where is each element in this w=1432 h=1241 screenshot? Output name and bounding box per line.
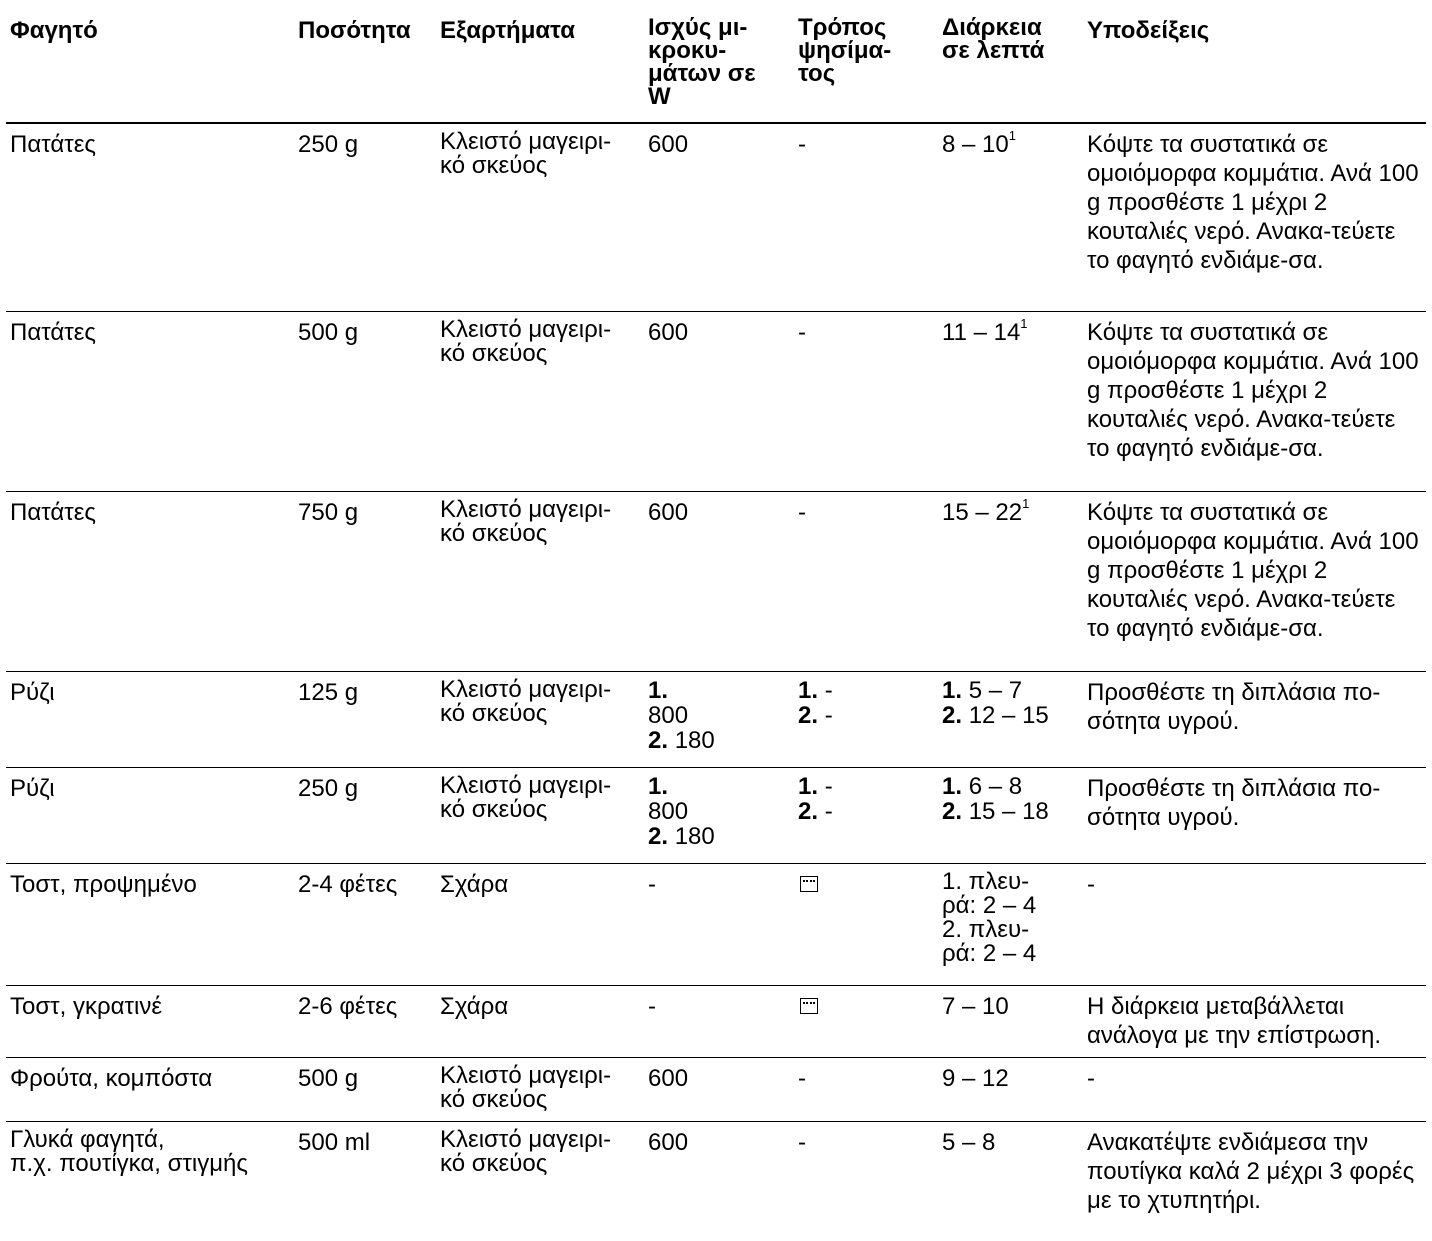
step-number: 2. [648, 822, 669, 850]
cell-power: 600 [648, 1064, 689, 1092]
cell-notes: - [1087, 870, 1095, 898]
cell-quantity: 500 g [298, 318, 359, 346]
step-number: 1. [942, 676, 963, 704]
cell-accessories: Κλειστό μαγειρι- κό σκεύος [440, 1061, 612, 1113]
table-row [6, 671, 1426, 767]
header-accessories: Εξαρτήματα [440, 17, 575, 44]
step-value: 5 – 7 [968, 676, 1023, 704]
table-row [6, 311, 1426, 491]
cell-duration [938, 671, 1083, 767]
header-quantity: Ποσότητα [298, 17, 411, 44]
duration-value: 8 – 10 [942, 131, 1009, 158]
cell-power: 600 [648, 318, 689, 346]
cell-mode: - [798, 1128, 806, 1156]
cell-quantity: 2-6 φέτες [298, 992, 398, 1020]
cell-duration [938, 123, 1083, 311]
step-value: 800 [648, 797, 689, 825]
table-row [6, 1057, 1426, 1121]
cell-mode: - [798, 498, 806, 526]
cell-mode [794, 671, 938, 767]
duration-line: ρά: 2 – 4 [942, 939, 1037, 967]
cell-power: 600 [648, 498, 689, 526]
cell-food: Τοστ, γκρατινέ [10, 992, 163, 1020]
step-number: 2. [798, 701, 819, 729]
cell-notes: Η διάρκεια μεταβάλλεται ανάλογα με την επίστρωση. [1087, 992, 1382, 1049]
step-number: 1. [798, 772, 819, 800]
step-value: 12 – 15 [968, 701, 1049, 729]
cell-accessories: Κλειστό μαγειρι- κό σκεύος [440, 128, 612, 179]
step-number: 2. [942, 701, 963, 729]
table-row [6, 491, 1426, 671]
cell-food: Πατάτες [10, 498, 96, 526]
cell-duration: 7 – 10 [942, 992, 1009, 1020]
cell-notes: Προσθέστε τη διπλάσια πο-σότητα υγρού. [1087, 678, 1381, 735]
duration-line: ρά: 2 – 4 [942, 891, 1037, 919]
step-number: 2. [942, 797, 963, 825]
cell-mode [794, 985, 938, 1057]
cell-accessories: Κλειστό μαγειρι- κό σκεύος [440, 1125, 612, 1177]
cell-quantity: 500 g [298, 1064, 359, 1092]
step-value: - [824, 797, 833, 825]
cell-accessories: Κλειστό μαγειρι- κό σκεύος [440, 675, 612, 727]
step-number: 2. [648, 726, 669, 754]
cell-power [644, 671, 794, 767]
table-header-row [6, 12, 1426, 123]
cell-accessories: Κλειστό μαγειρι- κό σκεύος [440, 771, 612, 823]
cell-food: Ρύζι [10, 774, 55, 802]
header-food: Φαγητό [10, 17, 98, 44]
duration-value: 15 – 22 [942, 498, 1023, 526]
header-notes: Υποδείξεις [1087, 17, 1210, 44]
step-value: 800 [648, 701, 689, 729]
footnote-marker: 1 [1022, 495, 1030, 511]
cell-accessories: Κλειστό μαγειρι- κό σκεύος [440, 495, 612, 547]
step-value: - [824, 676, 833, 704]
cell-food: Γλυκά φαγητά, π.χ. πουτίγκα, στιγμής [10, 1125, 248, 1177]
cell-notes: Ανακατέψτε ενδιάμεσα την πουτίγκα καλά 2 μέχρι 3 φορές με το χτυπητήρι. [1087, 1128, 1415, 1214]
duration-line: 1. πλευ- [942, 867, 1030, 895]
cell-quantity: 500 ml [298, 1128, 371, 1156]
cell-mode [794, 863, 938, 985]
step-value: 15 – 18 [968, 797, 1049, 825]
step-value: - [824, 772, 833, 800]
cell-power: 600 [648, 1128, 689, 1156]
cell-mode [794, 767, 938, 863]
cell-power: - [648, 870, 656, 898]
step-number: 2. [798, 797, 819, 825]
header-mode: Τρόπος ψησίμα- τος [798, 14, 892, 87]
cell-food: Φρούτα, κομπόστα [10, 1064, 213, 1092]
footnote-marker: 1 [1020, 315, 1028, 331]
cell-duration [938, 311, 1083, 491]
step-number: 1. [648, 676, 669, 704]
header-duration: Διάρκεια σε λεπτά [942, 14, 1045, 64]
cell-power: 600 [648, 131, 689, 158]
table-row [6, 767, 1426, 863]
cell-power [644, 767, 794, 863]
step-number: 1. [798, 676, 819, 704]
cell-notes: Προσθέστε τη διπλάσια πο-σότητα υγρού. [1087, 774, 1381, 831]
cell-mode: - [798, 1064, 806, 1092]
grill-icon [800, 998, 818, 1014]
footnote-marker: 1 [1008, 128, 1016, 143]
step-value: 180 [674, 822, 715, 850]
cell-notes: Κόψτε τα συστατικά σε ομοιόμορφα κομμάτια. Ανά 100 g προσθέστε 1 μέχρι 2 κουταλιές νερό. Ανακα-τεύετε το φαγητό ενδιάμε-σα. [1087, 498, 1419, 642]
cell-food: Τοστ, προψημένο [10, 870, 197, 898]
step-number: 1. [942, 772, 963, 800]
cell-quantity: 125 g [298, 678, 359, 706]
cell-accessories: Σχάρα [440, 870, 509, 898]
table-row [6, 863, 1426, 985]
table-row [6, 1121, 1426, 1219]
cell-food: Πατάτες [10, 131, 96, 158]
step-value: - [824, 701, 833, 729]
cell-notes: Κόψτε τα συστατικά σε ομοιόμορφα κομμάτια. Ανά 100 g προσθέστε 1 μέχρι 2 κουταλιές νερό. Ανακα-τεύετε το φαγητό ενδιάμε-σα. [1087, 131, 1419, 274]
table-row [6, 123, 1426, 311]
cell-quantity: 750 g [298, 498, 359, 526]
cell-quantity: 250 g [298, 131, 359, 158]
cell-food: Πατάτες [10, 318, 96, 346]
cell-duration [938, 863, 1083, 985]
cell-duration: 5 – 8 [942, 1128, 996, 1156]
cell-mode: - [798, 318, 806, 346]
cell-duration: 9 – 12 [942, 1064, 1009, 1092]
cell-notes: - [1087, 1064, 1095, 1092]
cell-duration [938, 767, 1083, 863]
cell-food: Ρύζι [10, 678, 55, 706]
cell-power: - [648, 992, 656, 1020]
step-value: 180 [674, 726, 715, 754]
table-row [6, 985, 1426, 1057]
duration-value: 11 – 14 [942, 318, 1021, 346]
cell-quantity: 2-4 φέτες [298, 870, 398, 898]
cell-accessories: Σχάρα [440, 992, 509, 1020]
header-power: Ισχύς μι- κροκυ- μάτων σε W [648, 14, 756, 110]
cell-mode: - [798, 131, 806, 158]
cell-duration [938, 491, 1083, 671]
step-number: 1. [648, 772, 669, 800]
grill-icon [800, 876, 818, 892]
cell-accessories: Κλειστό μαγειρι- κό σκεύος [440, 315, 612, 367]
cell-quantity: 250 g [298, 774, 359, 802]
duration-line: 2. πλευ- [942, 915, 1030, 943]
cooking-table [6, 12, 1426, 1219]
cell-notes: Κόψτε τα συστατικά σε ομοιόμορφα κομμάτια. Ανά 100 g προσθέστε 1 μέχρι 2 κουταλιές νερό. Ανακα-τεύετε το φαγητό ενδιάμε-σα. [1087, 318, 1419, 462]
step-value: 6 – 8 [968, 772, 1023, 800]
